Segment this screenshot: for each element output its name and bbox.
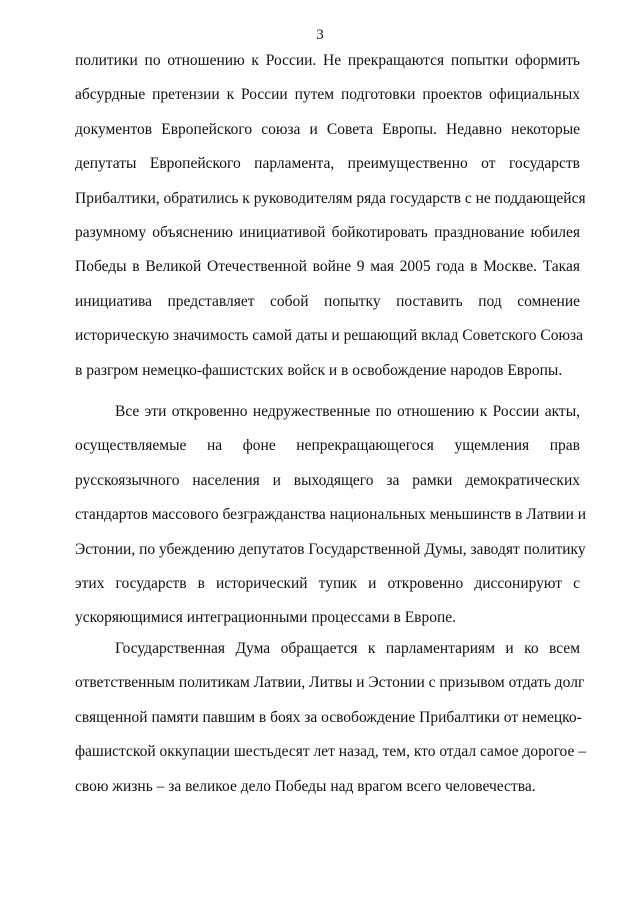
text-line: Прибалтики, обратились к руководителям ряда государств с не поддающейся	[75, 189, 586, 207]
paragraph-2	[75, 395, 587, 636]
text-line: депутаты Европейского парламента, преимущественно от государств	[75, 155, 580, 173]
text-line: инициатива представляет собой попытку поставить под сомнение	[75, 292, 580, 310]
text-line: священной памяти павшим в боях за освобождение Прибалтики от немецко-	[75, 708, 582, 726]
text-line: стандартов массового безгражданства национальных меньшинств в Латвии и	[75, 506, 587, 524]
text-line: Эстонии, по убеждению депутатов Государственной Думы, заводят политику	[75, 540, 586, 558]
paragraph-3	[75, 632, 586, 804]
text-line: документов Европейского союза и Совета Европы. Недавно некоторые	[75, 120, 580, 138]
text-line: политики по отношению к России. Не прекращаются попытки оформить	[75, 52, 580, 69]
text-line: разумному объяснению инициативой бойкотировать празднование юбилея	[75, 223, 580, 241]
page-number: 3	[316, 27, 324, 43]
text-line: этих государств в исторический тупик и откровенно диссонируют с	[75, 574, 580, 592]
text-line: в разгром немецко-фашистских войск и в освобождение народов Европы.	[75, 361, 563, 379]
text-line: Победы в Великой Отечественной войне 9 мая 2005 года в Москве. Такая	[75, 258, 580, 276]
text-line: ответственным политикам Латвии, Литвы и Эстонии с призывом отдать долг	[75, 674, 585, 692]
text-line: фашистской оккупации шестьдесят лет назад, тем, кто отдал самое дорогое –	[75, 743, 586, 761]
text-line: Все эти откровенно недружественные по отношению к России акты,	[115, 403, 580, 420]
text-line: ускоряющимися интеграционными процессами в Европе.	[75, 609, 457, 627]
text-line: Государственная Дума обращается к парламентариям и ко всем	[115, 640, 580, 657]
text-line: свою жизнь – за великое дело Победы над врагом всего человечества.	[75, 777, 536, 795]
text-line: абсурдные претензии к России путем подготовки проектов официальных	[75, 86, 580, 104]
text-line: осуществляемые на фоне непрекращающегося ущемления прав	[75, 437, 580, 455]
text-line: русскоязычного населения и выходящего за рамки демократических	[75, 471, 580, 489]
text-line: историческую значимость самой даты и решающий вклад Советского Союза	[75, 327, 584, 345]
paragraph-1	[75, 44, 586, 388]
